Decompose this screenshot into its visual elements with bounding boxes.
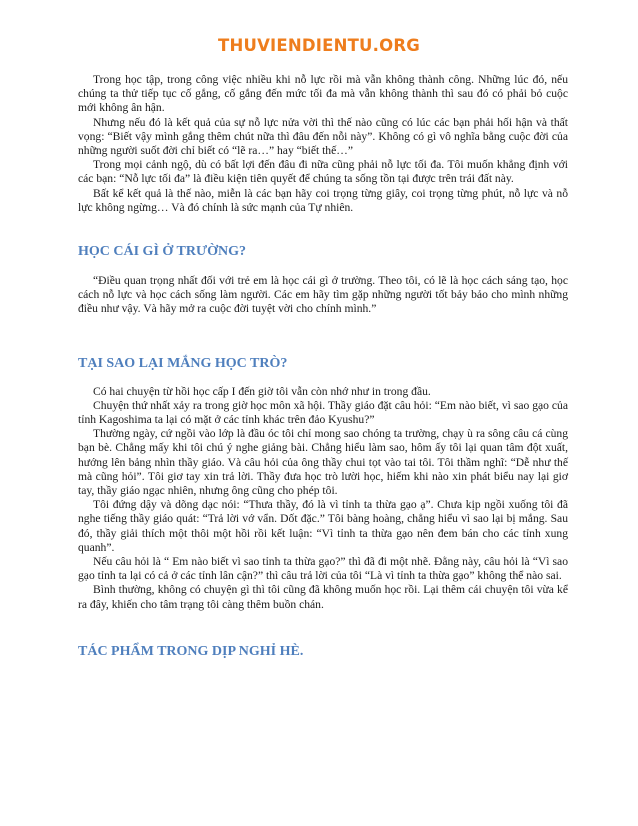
intro-section [78,73,568,215]
paragraph: “Điều quan trọng nhất đối với trẻ em là học cái gì ở trường. Theo tôi, có lẽ là học cách sáng tạo, học cách nỗ lực và học cách sống làm người. Các em hãy tìm gặp những người tốt bảy bảo cho mình những điều như vậy. Và hãy mở ra cuộc đời tuyệt vời cho chính mình.” [78,274,568,316]
paragraph: Tôi đứng dậy và dõng dạc nói: “Thưa thầy, đó là vì tỉnh ta thừa gạo ạ”. Chưa kịp ngồi xuống tôi đã nghe tiếng thầy giáo quát: “Trả lời vớ vẩn. Dốt đặc.” Tôi bàng hoàng, chẳng hiểu vì sao lại bị mắng. Sau đó, thầy giải thích một thôi một hồi rồi kết luận: “Vì tỉnh ta thừa gạo nên đem bán cho các tỉnh xung quanh”. [78,498,568,554]
section-learn-at-school [78,274,568,317]
paragraph: Trong học tập, trong công việc nhiều khi nỗ lực rồi mà vẫn không thành công. Những lúc đó, nếu chúng ta thử tiếp tục cố gắng, cố gắng đến mức tối đa mà vẫn không thành thì sau đó có phải bỏ cuộc mới không ân hận. [78,73,568,115]
document-body [78,73,568,660]
paragraph: Nhưng nếu đó là kết quả của sự nỗ lực nửa vời thì thế nào cũng có lúc các bạn phải hối hận và thất vọng: “Biết vậy mình gắng thêm chút nữa thì đâu đến nỗi này”. Không có gì vô nghĩa bằng cuộc đời của những người suốt đời chỉ biết có “lẽ ra…” hay “biết thế…” [78,115,568,158]
section-scold-students [78,385,568,612]
paragraph: Bình thường, không có chuyện gì thì tôi cũng đã không muốn học rồi. Lại thêm cái chuyện tôi vừa kể ra đây, khiến cho tâm trạng tôi càng thêm buồn chán. [78,583,568,611]
site-logo: THUVIENDIENTU.ORG [218,36,420,55]
paragraph: Thường ngày, cứ ngồi vào lớp là đầu óc tôi chỉ mong sao chóng ta trường, chạy ù ra sông câu cá cùng bạn bè. Chẳng mấy khi tôi chú ý nghe giảng bài. Chẳng hiểu làm sao, hôm ấy tôi lại quan tâm đột xuất, hướng lên bảng nhìn thầy giáo. Và câu hỏi của ông thầy chui tọt vào tai tôi. Tôi thầm nghĩ: “Dễ như thế mà cũng hỏi”. Tôi giơ tay xin trả lời. Thầy đưa học trò lười học, hiếm khi nào xin phát biểu nay lại giơ tay, thầy giáo ngạc nhiên, nhưng ông cũng cho phép tôi. [78,427,568,498]
paragraph: Nếu câu hỏi là “ Em nào biết vì sao tỉnh ta thừa gạo?” thì đã đi một nhẽ. Đằng này, câu hỏi là “Vì sao gạo tỉnh ta lại có cả ở các tỉnh lân cận?” thì câu trả lời của tôi “Là vì tỉnh ta thừa gạo” không thể nào sai. [78,555,568,583]
paragraph: Bất kể kết quả là thế nào, miễn là các bạn hãy coi trọng từng giây, coi trọng từng phút, nỗ lực và nỗ lực không ngừng… Và đó chính là sức mạnh của Tự nhiên. [78,186,568,214]
paragraph: Có hai chuyện từ hồi học cấp I đến giờ tôi vẫn còn nhớ như in trong đầu. [93,384,431,398]
paragraph: Chuyện thứ nhất xảy ra trong giờ học môn xã hội. Thầy giáo đặt câu hỏi: “Em nào biết, vì sao gạo của tỉnh Kagoshima ta lại có mặt ở các tỉnh khác trên đảo Kyushu?” [78,398,568,427]
section-heading-learn-at-school: HỌC CÁI GÌ Ở TRƯỜNG? [78,244,247,260]
section-heading-scold-students: TẠI SAO LẠI MẮNG HỌC TRÒ? [78,355,288,371]
section-heading-summer-work: TÁC PHẨM TRONG DỊP NGHỈ HÈ. [78,643,304,659]
paragraph: Trong mọi cảnh ngộ, dù có bất lợi đến đâu đi nữa cũng phải nỗ lực tối đa. Tôi muốn khẳng định với các bạn: “Nỗ lực tối đa” là điều kiện tiên quyết để chúng ta sống tồn tại được trên trái đất này. [78,158,568,186]
